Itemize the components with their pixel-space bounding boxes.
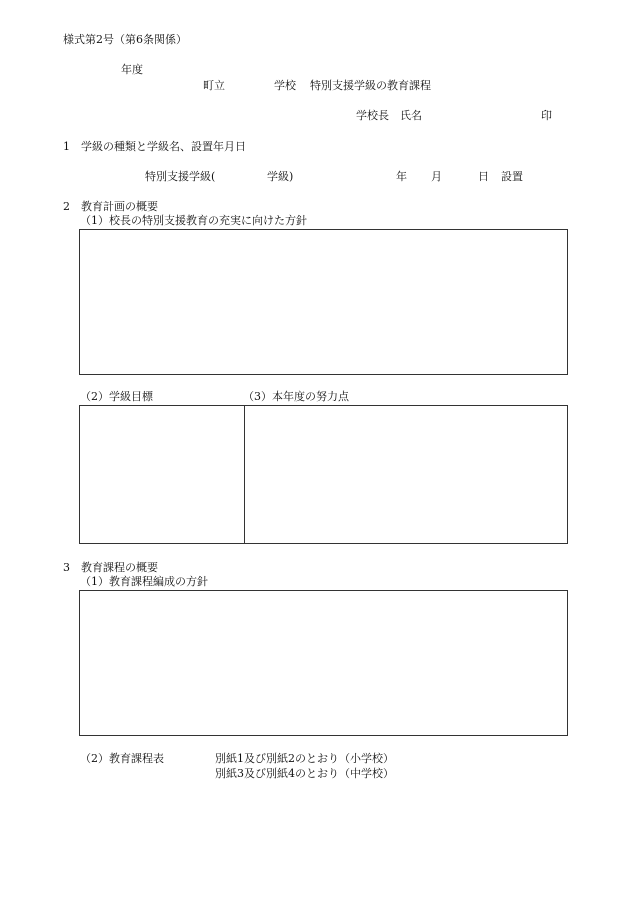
class-type-label: 特別支援学級(: [145, 170, 216, 183]
curriculum-note-elementary: 別紙1及び別紙2のとおり（小学校）: [215, 752, 394, 765]
curriculum-note-junior: 別紙3及び別紙4のとおり（中学校）: [215, 767, 394, 780]
effort-points-label: （3）本年度の努力点: [243, 390, 349, 403]
principal-name-label: 学校長 氏名: [356, 109, 422, 122]
form-number: 様式第2号（第6条関係）: [63, 33, 187, 46]
curriculum-table-label: （2）教育課程表: [80, 752, 164, 765]
class-name-label: 学級): [267, 170, 294, 183]
month-label: 月: [431, 170, 442, 183]
curriculum-policy-box[interactable]: [79, 590, 568, 736]
class-goal-label: （2）学級目標: [80, 390, 153, 403]
town-label: 町立: [203, 79, 225, 92]
course-title: 特別支援学級の教育課程: [310, 79, 431, 92]
established-label: 設置: [501, 170, 523, 183]
effort-points-box[interactable]: [245, 406, 567, 543]
section2-heading: 2 教育計画の概要: [63, 200, 158, 213]
section3-heading: 3 教育課程の概要: [63, 561, 158, 574]
school-label: 学校: [274, 79, 296, 92]
day-label: 日: [478, 170, 489, 183]
fiscal-year-label: 年度: [121, 63, 143, 76]
year-label: 年: [396, 170, 407, 183]
seal-label: 印: [541, 109, 552, 122]
goals-table-divider: [244, 405, 245, 544]
principal-policy-box[interactable]: [79, 229, 568, 375]
curriculum-policy-label: （1）教育課程編成の方針: [80, 575, 208, 588]
section1-heading: 1 学級の種類と学級名、設置年月日: [63, 140, 246, 153]
principal-policy-label: （1）校長の特別支援教育の充実に向けた方針: [80, 214, 307, 227]
class-goal-box[interactable]: [80, 406, 244, 543]
